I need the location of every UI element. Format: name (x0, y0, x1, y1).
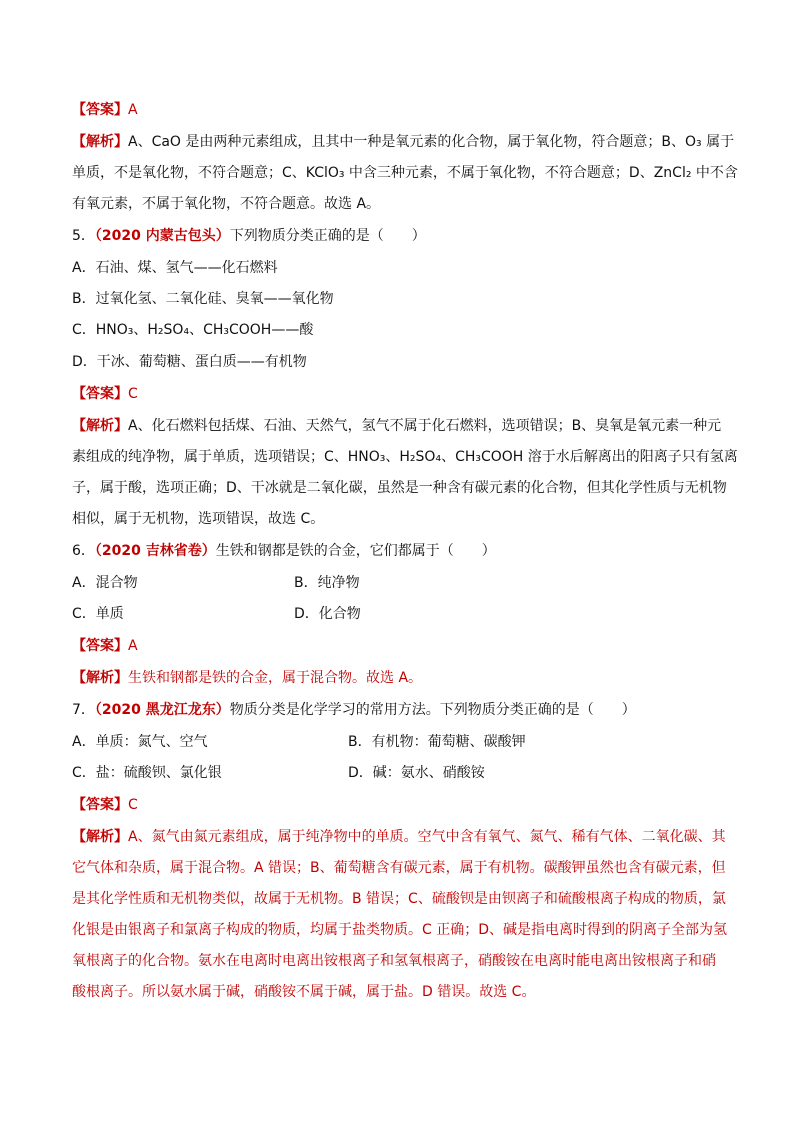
question-source: （2020 内蒙古包头） (94, 228, 230, 244)
option-text: A．石油、煤、氢气——化石燃料 (72, 260, 278, 276)
option-text: D．化合物 (294, 606, 361, 622)
option-d (348, 763, 485, 783)
explanation-tag: 【解析】 (72, 418, 128, 434)
option-text: D．干冰、葡萄糖、蛋白质——有机物 (72, 354, 307, 370)
explanation-tag: 【解析】 (72, 134, 128, 150)
explanation-line (72, 982, 535, 1002)
question-text: 下列物质分类正确的是（ ） (229, 228, 426, 244)
explanation-text: A、化石燃料包括煤、石油、天然气，氢气不属于化石燃料，选项错误；B、臭氧是氧元素一种元 (128, 418, 722, 434)
answer-value: C (128, 386, 138, 402)
explanation-line (72, 447, 738, 467)
question-source: （2020 黑龙江龙东） (94, 702, 230, 718)
explanation-line (72, 827, 726, 847)
answer-line-q4 (72, 100, 138, 120)
option-text: A．单质：氮气、空气 (72, 734, 208, 750)
answer-tag: 【答案】 (72, 797, 128, 813)
explanation-text: 素组成的纯净物，属于单质，选项错误；C、HNO₃、H₂SO₄、CH₃COOH 溶于水后解离出的阳离子只有氢离 (72, 449, 738, 465)
option-a (72, 732, 208, 752)
explanation-text: A、CaO 是由两种元素组成，且其中一种是氧元素的化合物，属于氧化物，符合题意；B、O₃ 属于 (128, 134, 735, 150)
option-b (348, 732, 526, 752)
question-source: （2020 吉林省卷） (94, 543, 216, 559)
question-text: 物质分类是化学学习的常用方法。下列物质分类正确的是（ ） (229, 702, 636, 718)
explanation-line (72, 509, 324, 529)
explanation-line (72, 478, 727, 498)
option-text: C．单质 (72, 606, 124, 622)
option-text: B．有机物：葡萄糖、碳酸钾 (348, 734, 526, 750)
option-a (72, 573, 138, 593)
explanation-line (72, 194, 380, 214)
explanation-text: 氧根离子的化合物。氨水在电离时电离出铵根离子和氢氧根离子，硝酸铵在电离时能电离出铵根离子和硝 (72, 953, 716, 969)
explanation-line (72, 920, 727, 940)
option-d (72, 352, 307, 372)
question-7 (72, 700, 636, 720)
answer-line-q7 (72, 795, 138, 815)
explanation-text: 是其化学性质和无机物类似，故属于无机物。B 错误；C、硫酸钡是由钡离子和硫酸根离子构成的物质，氯 (72, 891, 726, 907)
explanation-tag: 【解析】 (72, 670, 128, 686)
question-number: 5． (72, 228, 95, 244)
explanation-text: 相似，属于无机物，选项错误，故选 C。 (72, 511, 325, 527)
option-c (72, 604, 124, 624)
option-text: B．纯净物 (294, 575, 360, 591)
question-number: 6． (72, 543, 95, 559)
answer-tag: 【答案】 (72, 386, 128, 402)
explanation-line (72, 889, 726, 909)
option-b (294, 573, 360, 593)
explanation-text: 子，属于酸，选项正确；D、干冰就是二氧化碳，虽然是一种含有碳元素的化合物，但其化学性质与无机物 (72, 480, 727, 496)
explanation-line (72, 668, 422, 688)
option-a (72, 258, 278, 278)
explanation-text: 有氧元素，不属于氧化物，不符合题意。故选 A。 (72, 196, 381, 212)
option-text: C．盐：硫酸钡、氯化银 (72, 765, 222, 781)
explanation-text: 生铁和钢都是铁的合金，属于混合物。故选 A。 (128, 670, 423, 686)
answer-value: A (128, 102, 138, 118)
explanation-line (72, 858, 726, 878)
answer-tag: 【答案】 (72, 102, 128, 118)
answer-value: C (128, 797, 138, 813)
explanation-text: 它气体和杂质，属于混合物。A 错误；B、葡萄糖含有碳元素，属于有机物。碳酸钾虽然也含有碳元素，但 (72, 860, 726, 876)
answer-tag: 【答案】 (72, 638, 128, 654)
question-6 (72, 541, 496, 561)
option-d (294, 604, 361, 624)
option-text: D．碱：氨水、硝酸铵 (348, 765, 485, 781)
option-c (72, 320, 313, 340)
answer-line-q5 (72, 384, 138, 404)
explanation-line (72, 416, 721, 436)
explanation-line (72, 951, 716, 971)
explanation-line (72, 132, 734, 152)
explanation-text: 酸根离子。所以氨水属于碱，硝酸铵不属于碱，属于盐。D 错误。故选 C。 (72, 984, 536, 1000)
option-b (72, 289, 334, 309)
option-text: A．混合物 (72, 575, 138, 591)
answer-value: A (128, 638, 138, 654)
explanation-text: 化银是由银离子和氯离子构成的物质，均属于盐类物质。C 正确；D、碱是指电离时得到的阴离子全部为氢 (72, 922, 728, 938)
explanation-text: 单质，不是氧化物，不符合题意；C、KClO₃ 中含三种元素，不属于氧化物，不符合题意；D、ZnCl₂ 中不含 (72, 165, 738, 181)
explanation-text: A、氮气由氮元素组成，属于纯净物中的单质。空气中含有氧气、氮气、稀有气体、二氧化碳、其 (128, 829, 726, 845)
option-c (72, 763, 222, 783)
option-text: C．HNO₃、H₂SO₄、CH₃COOH——酸 (72, 322, 314, 338)
question-5 (72, 226, 426, 246)
answer-line-q6 (72, 636, 138, 656)
explanation-line (72, 163, 738, 183)
explanation-tag: 【解析】 (72, 829, 128, 845)
question-text: 生铁和钢都是铁的合金，它们都属于（ ） (215, 543, 496, 559)
question-number: 7． (72, 702, 95, 718)
option-text: B．过氧化氢、二氧化硅、臭氧——氧化物 (72, 291, 334, 307)
